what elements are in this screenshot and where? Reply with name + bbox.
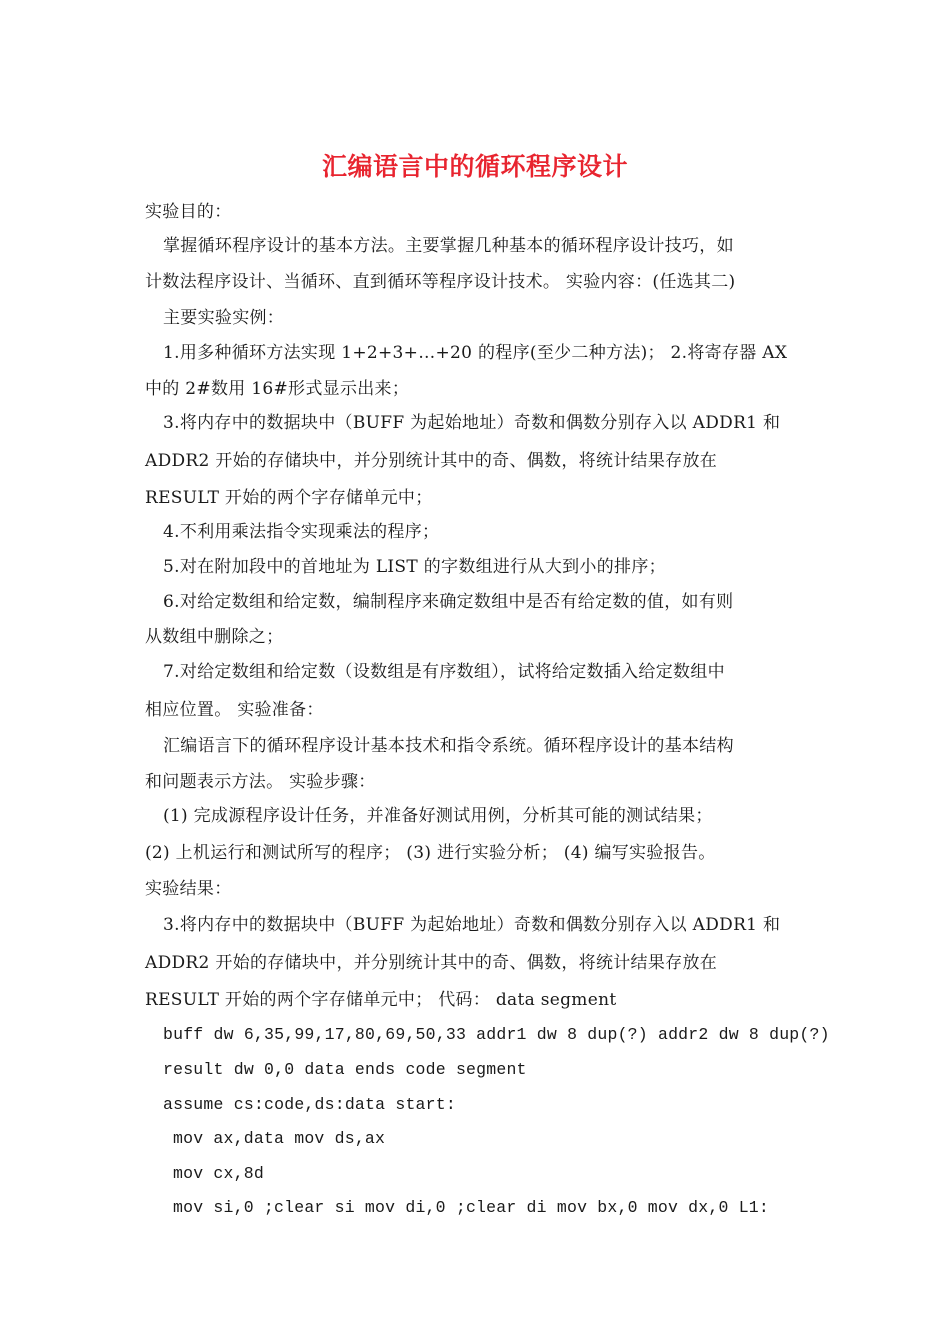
text-line: 从数组中删除之； [145, 627, 284, 647]
text-line: 1.用多种循环方法实现 1+2+3+…+20 的程序(至少二种方法)； 2.将寄存器 AX [163, 343, 788, 363]
text-line: 6.对给定数组和给定数，编制程序来确定数组中是否有给定数的值，如有则 [163, 592, 734, 612]
text-line: RESULT 开始的两个字存储单元中； [145, 488, 433, 508]
text-line: RESULT 开始的两个字存储单元中； 代码： data segment [145, 990, 617, 1010]
text-line: 掌握循环程序设计的基本方法。主要掌握几种基本的循环程序设计技巧，如 [163, 236, 734, 256]
text-line: 计数法程序设计、当循环、直到循环等程序设计技术。 实验内容：(任选其二) [145, 272, 736, 292]
text-line: 主要实验实例： [163, 308, 285, 328]
text-line: 3.将内存中的数据块中（BUFF 为起始地址）奇数和偶数分别存入以 ADDR1 和 [163, 915, 781, 935]
text-line: ADDR2 开始的存储块中，并分别统计其中的奇、偶数，将统计结果存放在 [145, 451, 718, 471]
document-title: 汇编语言中的循环程序设计 [321, 152, 628, 181]
text-line: (2) 上机运行和测试所写的程序； (3) 进行实验分析； (4) 编写实验报告。 [145, 843, 716, 863]
text-line: 3.将内存中的数据块中（BUFF 为起始地址）奇数和偶数分别存入以 ADDR1 和 [163, 413, 781, 433]
text-line: 和问题表示方法。 实验步骤： [145, 772, 376, 792]
text-line: 7.对给定数组和给定数（设数组是有序数组），试将给定数插入给定数组中 [163, 662, 725, 682]
text-line: 中的 2#数用 16#形式显示出来； [145, 379, 410, 399]
text-line: ADDR2 开始的存储块中，并分别统计其中的奇、偶数，将统计结果存放在 [145, 953, 718, 973]
text-line: 4.不利用乘法指令实现乘法的程序； [163, 522, 440, 542]
code-line: mov ax,data mov ds,ax [173, 1129, 386, 1148]
code-line: assume cs:code,ds:data start: [163, 1095, 456, 1114]
text-line: 汇编语言下的循环程序设计基本技术和指令系统。循环程序设计的基本结构 [163, 736, 734, 756]
text-line: 相应位置。 实验准备： [145, 700, 324, 720]
code-line: mov cx,8d [173, 1164, 264, 1183]
code-line: buff dw 6,35,99,17,80,69,50,33 addr1 dw 8 dup(?) addr2 dw 8 dup(?) [163, 1025, 830, 1044]
text-line: (1) 完成源程序设计任务，并准备好测试用例，分析其可能的测试结果； [163, 806, 713, 826]
code-line: mov si,0 ;clear si mov di,0 ;clear di mov bx,0 mov dx,0 L1: [173, 1198, 769, 1217]
code-line: result dw 0,0 data ends code segment [163, 1060, 527, 1079]
text-line: 5.对在附加段中的首地址为 LIST 的字数组进行从大到小的排序； [163, 557, 666, 577]
text-line: 实验目的： [145, 202, 232, 222]
text-line: 实验结果： [145, 879, 232, 899]
